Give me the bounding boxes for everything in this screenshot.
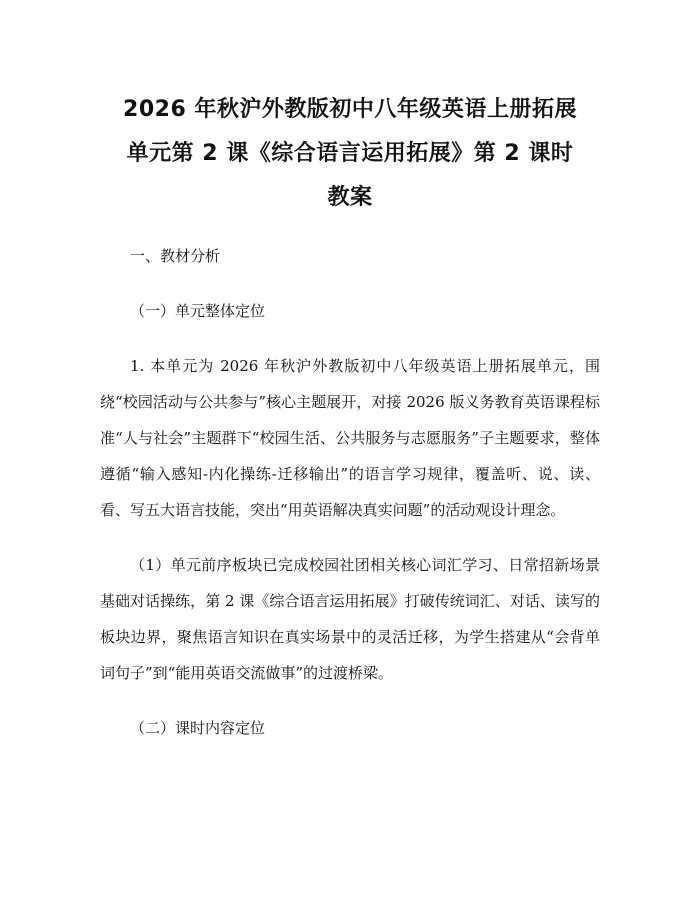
subsection-heading-lesson-positioning: （二）课时内容定位 xyxy=(130,719,266,737)
subsection-heading-unit-positioning: （一）单元整体定位 xyxy=(130,302,266,320)
document-body xyxy=(100,238,600,746)
paragraph-lesson-context: （1）单元前序板块已完成校园社团相关核心词汇学习、日常招新场景基础对话操练，第 2 课《综合语言运用拓展》打破传统词汇、对话、读写的板块边界，聚焦语言知识在真实场景中的灵活迁移，为学生搭建从“会背单词句子”到“能用英语交流做事”的过渡桥梁。 xyxy=(100,556,600,682)
paragraph-unit-overview: 1. 本单元为 2026 年秋沪外教版初中八年级英语上册拓展单元，围绕“校园活动与公共参与”核心主题展开，对接 2026 版义务教育英语课程标准“人与社会”主题群下“校园生活、公共服务与志愿服务”子主题要求，整体遵循“输入感知-内化操练-迁移输出”的语言学习规律，覆盖听、说、读、看、写五大语言技能，突出“用英语解决真实问题”的活动观设计理念。 xyxy=(100,357,600,519)
section-heading-teaching-material-analysis: 一、教材分析 xyxy=(130,247,221,265)
title-line-3: 教案 xyxy=(327,185,373,210)
document-title xyxy=(100,0,600,220)
title-line-1: 2026 年秋沪外教版初中八年级英语上册拓展 xyxy=(123,97,577,122)
title-line-2: 单元第 2 课《综合语言运用拓展》第 2 课时 xyxy=(126,141,574,166)
